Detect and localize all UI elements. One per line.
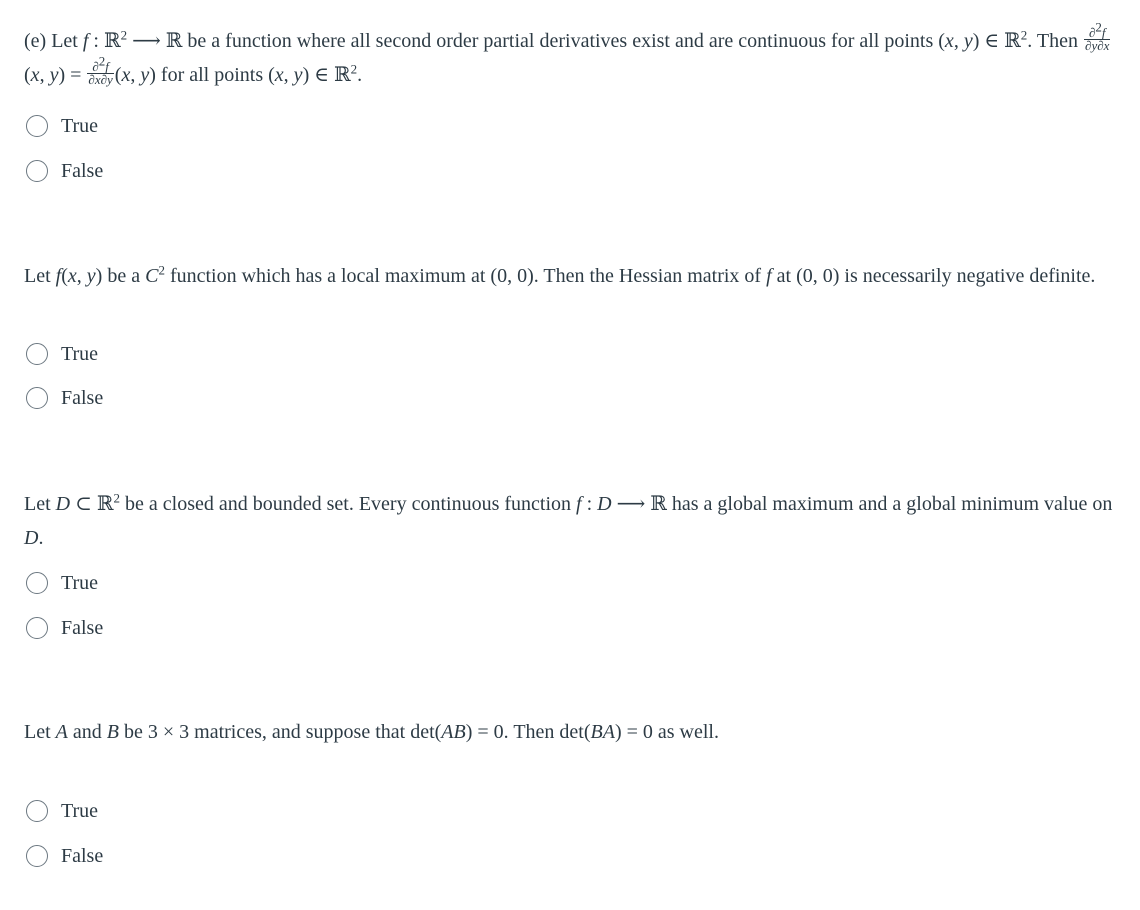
question-2-option-true[interactable] [26, 341, 98, 367]
question-2-option-false[interactable] [26, 385, 103, 411]
radio-button[interactable] [26, 115, 48, 137]
radio-button[interactable] [26, 572, 48, 594]
question-4-option-false[interactable] [26, 843, 103, 869]
question-3 [24, 487, 1119, 555]
question-3-option-true[interactable] [26, 570, 98, 596]
radio-button[interactable] [26, 845, 48, 867]
partial-xy-fraction: $\frac{\partial^2f}{\partial x\partial y}$ [88, 53, 113, 87]
question-1 [24, 19, 1119, 92]
question-2-text: Let f(x, y) be a $C^2$ function which has a local maximum at (0, 0). Then the Hessian matrix of f at (0, 0) is necessarily negative definite. [24, 262, 1096, 287]
question-1-option-true[interactable] [26, 113, 98, 139]
question-1-text: (e) Let f : ℝ$^2$ ⟶ ℝ be a function where all second order partial derivatives exist and are continuous for all points (x, y) ∈ ℝ$^2$. Then $\frac{\partial^2f}{\partial y\partial x}$ (x, y) = $\frac{\partial^2f}{\partial x\partial y}$ (x, y) for all points (x, y) ∈ ℝ$^2$. [24, 19, 1110, 87]
option-label: False [61, 845, 104, 867]
option-label: True [61, 800, 99, 822]
option-label: True [61, 343, 99, 365]
option-label: False [61, 617, 104, 639]
question-1-option-false[interactable] [26, 158, 103, 184]
radio-button[interactable] [26, 617, 48, 639]
radio-button[interactable] [26, 343, 48, 365]
question-2 [24, 259, 1119, 293]
radio-button[interactable] [26, 387, 48, 409]
radio-button[interactable] [26, 800, 48, 822]
option-label: False [61, 160, 104, 182]
question-4-text: Let A and B be 3 × 3 matrices, and suppose that det(AB) = 0. Then det(BA) = 0 as well. [24, 721, 719, 743]
option-label: True [61, 115, 99, 137]
question-3-text: Let D ⊂ ℝ$^2$ be a closed and bounded set. Every continuous function f : D ⟶ ℝ has a global maximum and a global minimum value on D. [24, 490, 1113, 549]
question-4-option-true[interactable] [26, 798, 98, 824]
radio-button[interactable] [26, 160, 48, 182]
option-label: True [61, 572, 99, 594]
question-3-option-false[interactable] [26, 615, 103, 641]
question-4 [24, 715, 1119, 749]
option-label: False [61, 387, 104, 409]
partial-yx-fraction: $\frac{\partial^2f}{\partial y\partial x}$ [1085, 19, 1110, 53]
